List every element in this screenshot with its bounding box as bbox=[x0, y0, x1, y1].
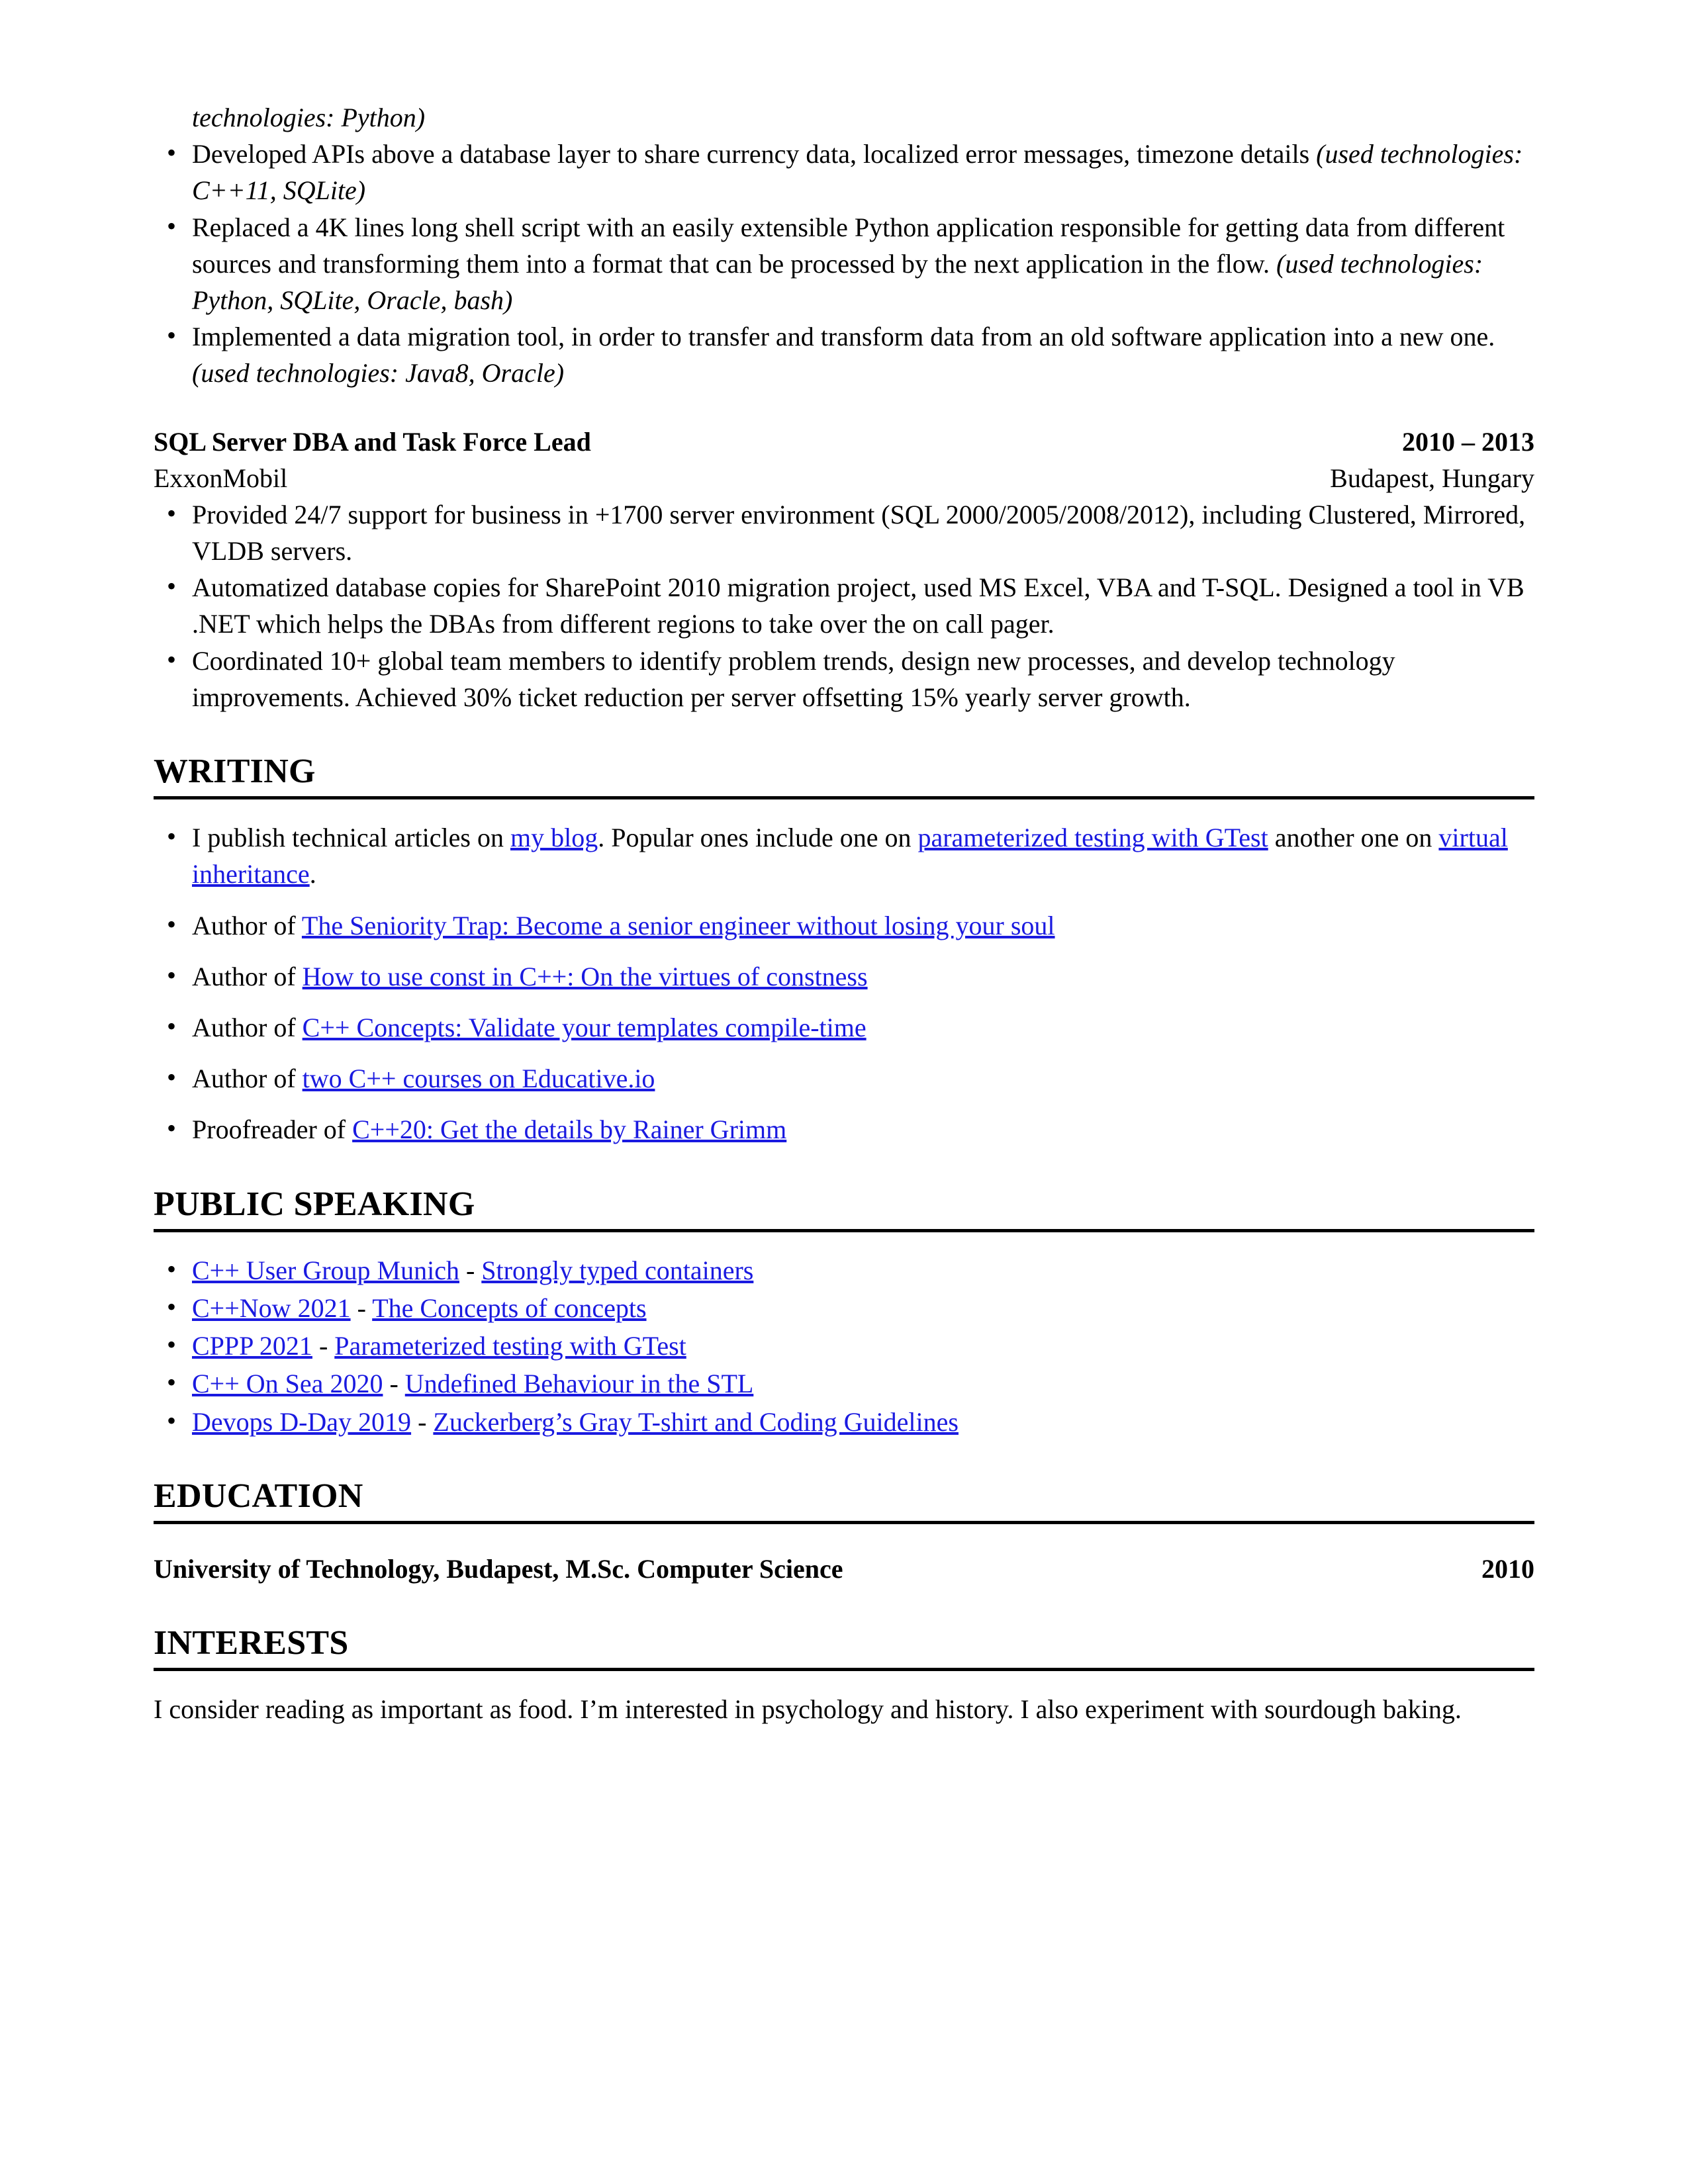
job-subheader-row bbox=[154, 460, 1534, 496]
list-item bbox=[154, 209, 1534, 319]
section-education bbox=[154, 1477, 1534, 1587]
author-prefix: Author of bbox=[192, 1064, 303, 1094]
section-interests bbox=[154, 1624, 1534, 1727]
list-item-blog bbox=[154, 819, 1534, 892]
section-title-writing: WRITING bbox=[154, 752, 316, 790]
link-cpp-concepts[interactable]: C++ Concepts: Validate your templates compile-time bbox=[302, 1012, 867, 1042]
list-item-proofreader bbox=[154, 1111, 1534, 1148]
list-item bbox=[154, 136, 1534, 208]
list-item-talk bbox=[154, 1328, 1534, 1364]
job-entry-exxonmobil bbox=[154, 424, 1534, 716]
bullet-text: Developed APIs above a database layer to share currency data, localized error messages, timezone details bbox=[192, 139, 1317, 169]
link-virtual-inheritance[interactable]: virtual inheritance bbox=[192, 823, 1508, 889]
section-title-interests: INTERESTS bbox=[154, 1624, 349, 1662]
blog-mid-text-1: . Popular ones include one on bbox=[598, 823, 918, 853]
education-year: 2010 bbox=[1481, 1553, 1534, 1584]
education-entry-row bbox=[154, 1551, 1534, 1587]
job-company: ExxonMobil bbox=[154, 463, 288, 493]
blog-mid-text-2: another one on bbox=[1268, 823, 1439, 853]
link-event-cppp-2021[interactable]: CPPP 2021 bbox=[192, 1331, 312, 1361]
list-item: • Provided 24/7 support for business in +1700 server environment (SQL 2000/2005/2008/2012), including Clustered, Mirrored, VLDB servers. bbox=[154, 496, 1534, 569]
author-prefix: Author of bbox=[192, 1012, 303, 1042]
link-cpp20-rainer-grimm[interactable]: C++20: Get the details by Rainer Grimm bbox=[352, 1115, 787, 1145]
section-rule bbox=[154, 1668, 1534, 1671]
separator-dash: - bbox=[383, 1369, 405, 1399]
separator-dash: - bbox=[411, 1406, 434, 1437]
writing-body bbox=[154, 819, 1534, 1148]
separator-dash: - bbox=[312, 1331, 335, 1361]
job-dates: 2010 – 2013 bbox=[1402, 426, 1534, 457]
public-speaking-body bbox=[154, 1252, 1534, 1440]
link-talk-zuckerberg-gray-tshirt[interactable]: Zuckerberg’s Gray T-shirt and Coding Guidelines bbox=[433, 1406, 959, 1437]
bullet-tech-note: (used technologies: Java8, Oracle) bbox=[192, 358, 565, 388]
link-talk-parameterized-testing-gtest[interactable]: Parameterized testing with GTest bbox=[334, 1331, 686, 1361]
link-talk-strongly-typed-containers[interactable]: Strongly typed containers bbox=[481, 1255, 754, 1285]
list-item-talk bbox=[154, 1404, 1534, 1440]
author-prefix: Author of bbox=[192, 961, 303, 991]
section-public-speaking bbox=[154, 1185, 1534, 1440]
link-event-cpp-on-sea-2020[interactable]: C++ On Sea 2020 bbox=[192, 1369, 383, 1399]
public-speaking-list bbox=[154, 1252, 1534, 1440]
link-event-devops-d-day-2019[interactable]: Devops D-Day 2019 bbox=[192, 1406, 412, 1437]
link-how-to-use-const[interactable]: How to use const in C++: On the virtues of constness bbox=[302, 961, 868, 991]
link-event-cppnow-2021[interactable]: C++Now 2021 bbox=[192, 1293, 351, 1323]
interests-paragraph: I consider reading as important as food. I’m interested in psychology and history. I also experiment with sourdough baking. bbox=[154, 1694, 1462, 1725]
writing-list bbox=[154, 819, 1534, 1148]
bullet-text: Implemented a data migration tool, in order to transfer and transform data from an old software application into a new one. bbox=[192, 322, 1495, 352]
section-title-public-speaking: PUBLIC SPEAKING bbox=[154, 1185, 475, 1223]
section-rule bbox=[154, 796, 1534, 799]
job-title: SQL Server DBA and Task Force Lead bbox=[154, 426, 591, 457]
list-item-author bbox=[154, 1009, 1534, 1046]
bullet-text: Replaced a 4K lines long shell script with an easily extensible Python application responsible for getting data from different sources and transforming them into a format that can be processed by the next application in the flow. bbox=[192, 212, 1505, 279]
list-item-talk bbox=[154, 1252, 1534, 1289]
proofreader-prefix: Proofreader of bbox=[192, 1115, 353, 1145]
blog-pre-text: I publish technical articles on bbox=[192, 823, 510, 853]
job-bullet-list bbox=[154, 496, 1534, 715]
resume-content bbox=[154, 99, 1534, 1728]
list-item-author bbox=[154, 1060, 1534, 1097]
link-seniority-trap[interactable]: The Seniority Trap: Become a senior engineer without losing your soul bbox=[301, 910, 1055, 940]
job-location: Budapest, Hungary bbox=[1330, 463, 1534, 493]
continued-bullet-line: technologies: Python) bbox=[192, 103, 426, 132]
separator-dash: - bbox=[350, 1293, 373, 1323]
list-item: • Coordinated 10+ global team members to identify problem trends, design new processes, and develop technology improvements. Achieved 30% ticket reduction per server offsetting 15% yearly server growth. bbox=[154, 643, 1534, 715]
list-item-talk bbox=[154, 1290, 1534, 1326]
bullet-tech-note: (used technologies: Python, SQLite, Oracle, bash) bbox=[192, 248, 1483, 315]
list-item-author bbox=[154, 907, 1534, 944]
section-writing bbox=[154, 752, 1534, 1148]
link-event-cpp-user-group-munich[interactable]: C++ User Group Munich bbox=[192, 1255, 459, 1285]
link-talk-undefined-behaviour-stl[interactable]: Undefined Behaviour in the STL bbox=[404, 1369, 754, 1399]
link-talk-concepts-of-concepts[interactable]: The Concepts of concepts bbox=[372, 1293, 647, 1323]
experience-bullet-list bbox=[154, 136, 1534, 391]
list-item: • Automatized database copies for SharePoint 2010 migration project, used MS Excel, VBA and T-SQL. Designed a tool in VB .NET which helps the DBAs from different regions to take over the on call pager. bbox=[154, 569, 1534, 642]
link-my-blog[interactable]: my blog bbox=[510, 823, 598, 853]
education-institution: University of Technology, Budapest, M.Sc. Computer Science bbox=[154, 1553, 843, 1584]
section-rule bbox=[154, 1521, 1534, 1524]
link-educative-courses[interactable]: two C++ courses on Educative.io bbox=[302, 1064, 655, 1094]
bullet-tech-note: (used technologies: C++11, SQLite) bbox=[192, 139, 1523, 206]
blog-post-text: . bbox=[309, 859, 316, 889]
list-item bbox=[154, 318, 1534, 391]
section-title-education: EDUCATION bbox=[154, 1477, 363, 1515]
link-parameterized-testing-gtest[interactable]: parameterized testing with GTest bbox=[917, 823, 1268, 853]
job-header-row bbox=[154, 424, 1534, 460]
author-prefix: Author of bbox=[192, 910, 302, 940]
list-item-author bbox=[154, 958, 1534, 995]
section-rule bbox=[154, 1229, 1534, 1232]
separator-dash: - bbox=[459, 1255, 482, 1285]
list-item-talk bbox=[154, 1365, 1534, 1402]
